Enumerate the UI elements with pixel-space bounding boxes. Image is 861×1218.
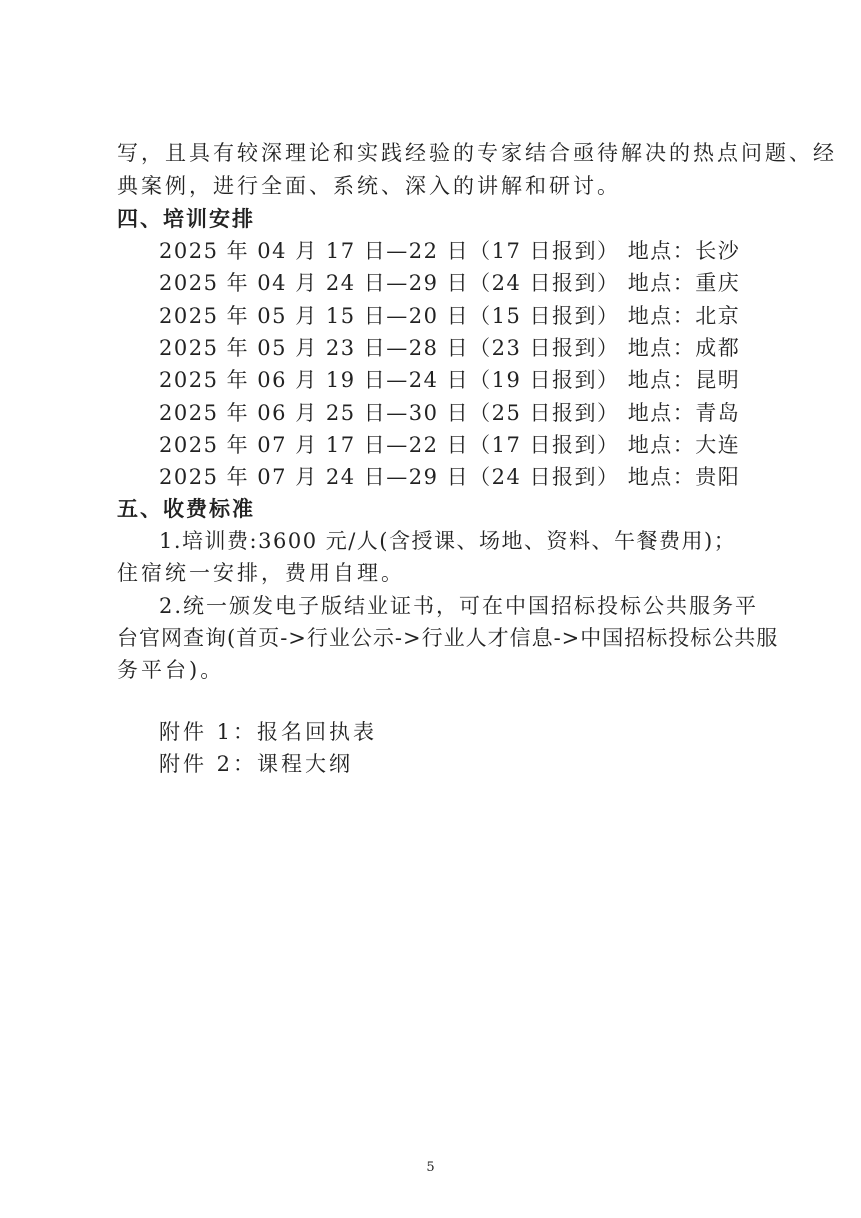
fee-item-2-line-1: 2.统一颁发电子版结业证书，可在中国招标投标公共服务平: [159, 594, 759, 618]
schedule-item: 2025 年 05 月 15 日—20 日（15 日报到） 地点：北京: [159, 304, 741, 328]
schedule-item: 2025 年 04 月 24 日—29 日（24 日报到） 地点：重庆: [159, 271, 741, 295]
intro-line-2: 典案例，进行全面、系统、深入的讲解和研讨。: [117, 174, 621, 198]
schedule-item: 2025 年 07 月 24 日—29 日（24 日报到） 地点：贵阳: [159, 465, 741, 489]
section-5-heading: 五、收费标准: [117, 496, 255, 521]
page-number: 5: [426, 1160, 435, 1175]
fee-item-1-line-1: 1.培训费:3600 元/人(含授课、场地、资料、午餐费用)；: [159, 529, 737, 553]
attachment-item: 附件 2：课程大纲: [159, 752, 354, 776]
schedule-item: 2025 年 06 月 25 日—30 日（25 日报到） 地点：青岛: [159, 401, 741, 425]
fee-item-1-line-2: 住宿统一安排，费用自理。: [117, 561, 405, 585]
schedule-item: 2025 年 04 月 17 日—22 日（17 日报到） 地点：长沙: [159, 239, 741, 263]
intro-line-1: 写，且具有较深理论和实践经验的专家结合亟待解决的热点问题、经: [117, 141, 837, 165]
section-4-heading: 四、培训安排: [117, 206, 255, 231]
fee-item-2-line-2: 台官网查询(首页->行业公示->行业人才信息->中国招标投标公共服: [117, 626, 779, 650]
schedule-item: 2025 年 05 月 23 日—28 日（23 日报到） 地点：成都: [159, 336, 741, 360]
schedule-item: 2025 年 06 月 19 日—24 日（19 日报到） 地点：昆明: [159, 368, 741, 392]
fee-item-2-line-3: 务平台)。: [117, 658, 225, 682]
schedule-item: 2025 年 07 月 17 日—22 日（17 日报到） 地点：大连: [159, 433, 741, 457]
attachment-item: 附件 1：报名回执表: [159, 720, 378, 744]
